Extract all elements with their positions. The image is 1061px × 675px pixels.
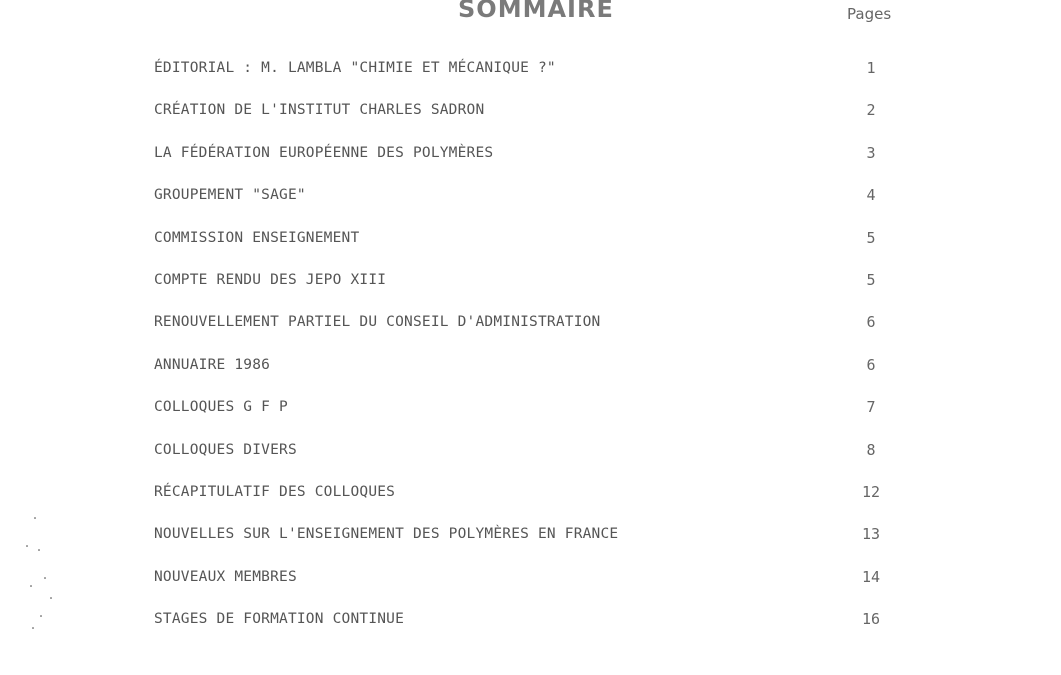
toc-entry-title: NOUVEAUX MEMBRES <box>154 568 297 585</box>
toc-row <box>154 482 894 524</box>
toc-entry-page: 14 <box>861 567 881 586</box>
toc-entry-page: 5 <box>866 228 876 247</box>
toc-row <box>154 228 894 270</box>
toc-entry-title: RÉCAPITULATIF DES COLLOQUES <box>154 483 396 500</box>
toc-entry-title: ÉDITORIAL : M. LAMBLA "CHIMIE ET MÉCANIQUE ?" <box>154 60 556 76</box>
toc-entry-title: NOUVELLES SUR L'ENSEIGNEMENT DES POLYMÈRES EN FRANCE <box>154 526 619 543</box>
toc-entry-title: CRÉATION DE L'INSTITUT CHARLES SADRON <box>154 102 485 119</box>
toc-entry-title: COMPTE RENDU DES JEPO XIII <box>154 271 387 288</box>
toc-entry-page: 16 <box>861 610 881 629</box>
toc-entry-title: RENOUVELLEMENT PARTIEL DU CONSEIL D'ADMINISTRATION <box>154 314 601 331</box>
table-of-contents <box>154 58 894 651</box>
toc-entry-page: 6 <box>866 313 876 332</box>
toc-row <box>154 567 894 609</box>
toc-entry-page: 7 <box>866 398 876 417</box>
toc-entry-title: LA FÉDÉRATION EUROPÉENNE DES POLYMÈRES <box>154 144 494 161</box>
toc-entry-title: GROUPEMENT "SAGE" <box>154 187 306 204</box>
toc-row <box>154 312 894 354</box>
toc-entry-page: 6 <box>866 355 876 374</box>
toc-entry-title: COMMISSION ENSEIGNEMENT <box>154 229 360 246</box>
toc-entry-page: 8 <box>866 440 876 459</box>
pages-column-label: Pages <box>847 5 892 23</box>
toc-entry-page: 2 <box>866 101 876 120</box>
toc-entry-title: COLLOQUES G F P <box>154 399 288 416</box>
toc-row <box>154 143 894 185</box>
toc-row <box>154 355 894 397</box>
page-title: SOMMAIRE <box>458 0 614 23</box>
toc-row <box>154 609 894 651</box>
toc-entry-page: 4 <box>866 186 876 205</box>
toc-row <box>154 440 894 482</box>
toc-entry-page: 13 <box>861 525 881 544</box>
toc-entry-page: 5 <box>866 270 876 289</box>
toc-row <box>154 524 894 566</box>
toc-entry-page: 12 <box>861 482 881 501</box>
toc-row <box>154 270 894 312</box>
toc-entry-title: ANNUAIRE 1986 <box>154 356 271 373</box>
toc-entry-page: 1 <box>866 59 876 77</box>
toc-row <box>154 185 894 227</box>
scan-noise <box>20 515 60 635</box>
toc-row <box>154 58 894 100</box>
toc-entry-page: 3 <box>866 143 876 162</box>
toc-row <box>154 397 894 439</box>
toc-row <box>154 100 894 142</box>
toc-entry-title: COLLOQUES DIVERS <box>154 441 297 458</box>
toc-entry-title: STAGES DE FORMATION CONTINUE <box>154 611 405 628</box>
